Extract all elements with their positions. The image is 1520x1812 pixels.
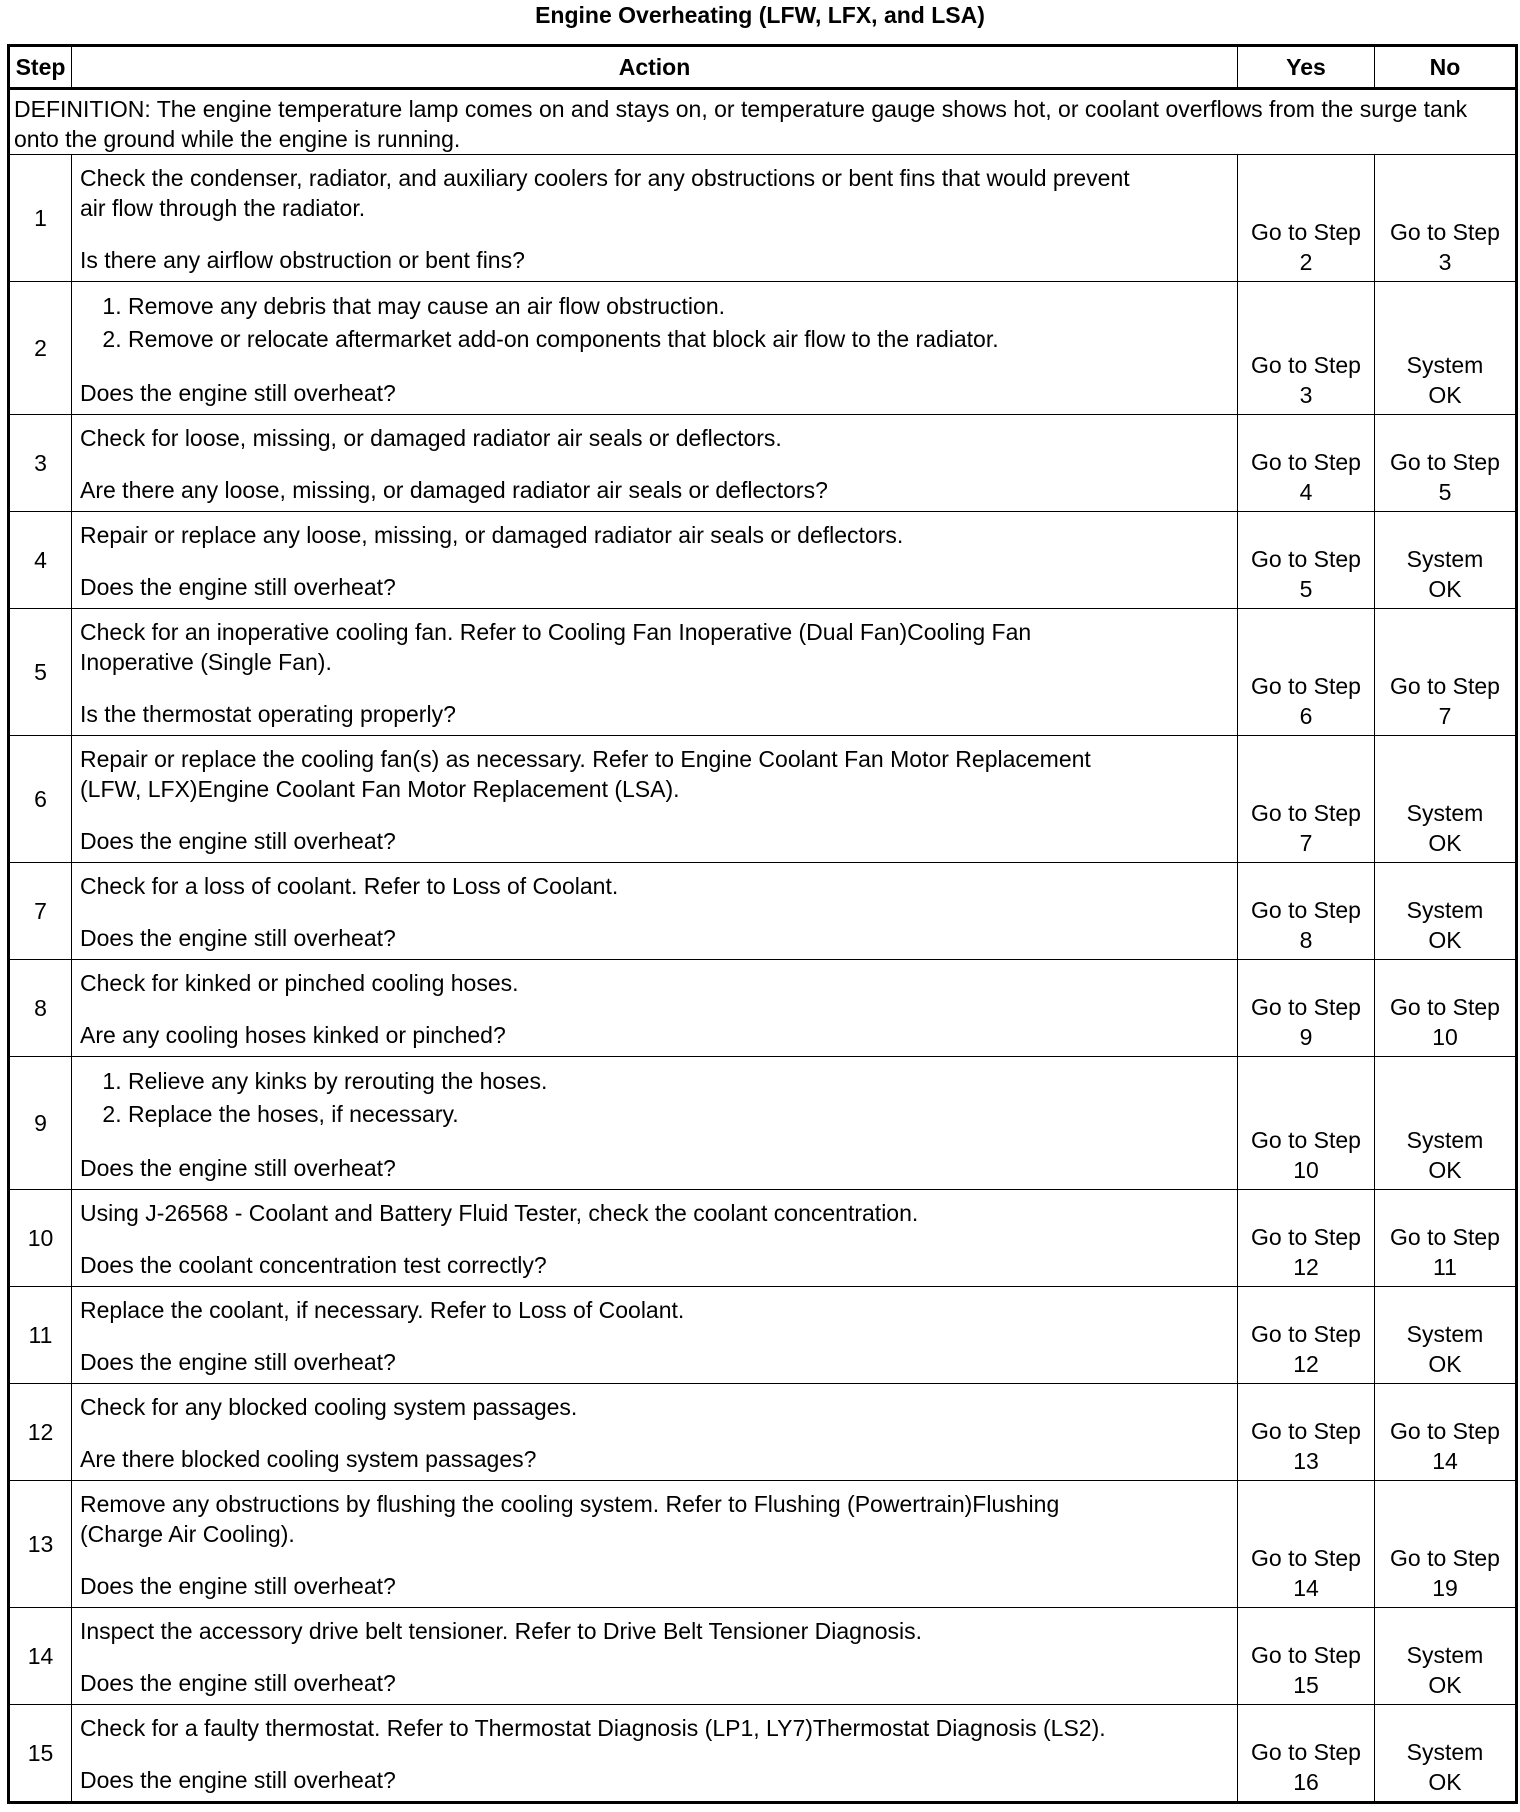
no-label: System: [1406, 546, 1484, 572]
yes-value: 12: [1293, 1351, 1319, 1377]
yes-cell: [1238, 415, 1375, 512]
yes-cell: [1238, 1705, 1375, 1803]
yes-label: Go to Step: [1251, 1418, 1361, 1444]
no-value: OK: [1428, 830, 1462, 856]
yes-label: Go to Step: [1251, 1224, 1361, 1250]
action-question: Does the engine still overheat?: [80, 380, 396, 406]
step-number: 10: [9, 1190, 72, 1287]
action-instruction: Check for a loss of coolant. Refer to Loss of Coolant.: [80, 873, 619, 899]
step-number: 3: [9, 415, 72, 512]
action-instruction: Check for loose, missing, or damaged radiator air seals or deflectors.: [80, 425, 782, 451]
step-number: 12: [9, 1384, 72, 1481]
step-number: 2: [9, 282, 72, 415]
action-question: Is the thermostat operating properly?: [80, 701, 456, 727]
table-row: [9, 415, 1517, 512]
action-question: Are there any loose, missing, or damaged radiator air seals or deflectors?: [80, 477, 828, 503]
yes-label: Go to Step: [1251, 1545, 1361, 1571]
document-title: Engine Overheating (LFW, LFX, and LSA): [535, 2, 985, 28]
yes-label: Go to Step: [1251, 1739, 1361, 1765]
step-number: 13: [9, 1481, 72, 1608]
yes-cell: [1238, 1608, 1375, 1705]
action-instruction: Check for an inoperative cooling fan. Refer to Cooling Fan Inoperative (Dual Fan)Cooling Fan Inoperative (Single Fan).: [80, 619, 1032, 675]
yes-cell: [1238, 1287, 1375, 1384]
definition-row: [9, 89, 1517, 155]
action-instruction: Check for kinked or pinched cooling hoses.: [80, 970, 519, 996]
action-list: [80, 290, 1231, 356]
no-cell: [1375, 863, 1517, 960]
yes-cell: [1238, 609, 1375, 736]
yes-cell: [1238, 282, 1375, 415]
action-cell: [72, 736, 1238, 863]
action-question: Are any cooling hoses kinked or pinched?: [80, 1022, 506, 1048]
table-row: [9, 1705, 1517, 1803]
action-question: Does the engine still overheat?: [80, 1155, 396, 1181]
action-question: Does the engine still overheat?: [80, 574, 396, 600]
step-number: 14: [9, 1608, 72, 1705]
header-step: Step: [9, 46, 72, 89]
action-instruction: Inspect the accessory drive belt tensioner. Refer to Drive Belt Tensioner Diagnosis.: [80, 1618, 923, 1644]
yes-cell: [1238, 1481, 1375, 1608]
table-row: [9, 863, 1517, 960]
action-cell: [72, 1057, 1238, 1190]
action-cell: [72, 1287, 1238, 1384]
yes-value: 4: [1299, 479, 1313, 505]
no-label: System: [1406, 1642, 1484, 1668]
yes-cell: [1238, 863, 1375, 960]
action-cell: [72, 1481, 1238, 1608]
yes-value: 15: [1293, 1672, 1319, 1698]
table-row: [9, 609, 1517, 736]
no-value: 3: [1438, 249, 1452, 275]
no-value: OK: [1428, 382, 1462, 408]
no-cell: [1375, 415, 1517, 512]
no-label: System: [1406, 1127, 1484, 1153]
no-cell: [1375, 960, 1517, 1057]
no-cell: [1375, 736, 1517, 863]
action-question: Does the engine still overheat?: [80, 828, 396, 854]
yes-label: Go to Step: [1251, 546, 1361, 572]
header-action: Action: [72, 46, 1238, 89]
yes-value: 7: [1299, 830, 1313, 856]
no-value: OK: [1428, 1672, 1462, 1698]
no-cell: [1375, 155, 1517, 282]
no-value: OK: [1428, 1157, 1462, 1183]
yes-label: Go to Step: [1251, 1321, 1361, 1347]
table-row: [9, 1190, 1517, 1287]
no-label: Go to Step: [1390, 673, 1500, 699]
yes-label: Go to Step: [1251, 1127, 1361, 1153]
action-cell: [72, 282, 1238, 415]
no-label: Go to Step: [1390, 219, 1500, 245]
action-question: Is there any airflow obstruction or bent fins?: [80, 247, 525, 273]
step-number: 6: [9, 736, 72, 863]
table-row: [9, 512, 1517, 609]
table-row: [9, 736, 1517, 863]
no-cell: [1375, 1287, 1517, 1384]
action-question: Does the coolant concentration test correctly?: [80, 1252, 547, 1278]
action-instruction: Repair or replace any loose, missing, or damaged radiator air seals or deflectors.: [80, 522, 904, 548]
no-cell: [1375, 282, 1517, 415]
step-number: 11: [9, 1287, 72, 1384]
action-cell: [72, 512, 1238, 609]
action-cell: [72, 415, 1238, 512]
table-row: [9, 1481, 1517, 1608]
yes-value: 2: [1299, 249, 1313, 275]
table-row: [9, 960, 1517, 1057]
yes-cell: [1238, 1057, 1375, 1190]
no-cell: [1375, 609, 1517, 736]
no-label: System: [1406, 897, 1484, 923]
action-cell: [72, 863, 1238, 960]
action-question: Does the engine still overheat?: [80, 1767, 396, 1793]
no-label: System: [1406, 352, 1484, 378]
no-cell: [1375, 1057, 1517, 1190]
action-question: Are there blocked cooling system passages?: [80, 1446, 537, 1472]
table-row: [9, 1057, 1517, 1190]
yes-cell: [1238, 736, 1375, 863]
yes-cell: [1238, 1190, 1375, 1287]
action-cell: [72, 609, 1238, 736]
action-cell: [72, 1384, 1238, 1481]
no-label: Go to Step: [1390, 449, 1500, 475]
yes-value: 6: [1299, 703, 1313, 729]
no-value: 5: [1438, 479, 1452, 505]
no-value: 19: [1432, 1575, 1458, 1601]
action-instruction: Replace the coolant, if necessary. Refer to Loss of Coolant.: [80, 1297, 685, 1323]
yes-cell: [1238, 512, 1375, 609]
action-question: Does the engine still overheat?: [80, 1573, 396, 1599]
no-cell: [1375, 1190, 1517, 1287]
action-question: Does the engine still overheat?: [80, 1349, 396, 1375]
action-question: Does the engine still overheat?: [80, 925, 396, 951]
no-cell: [1375, 1608, 1517, 1705]
action-cell: [72, 1705, 1238, 1803]
yes-value: 9: [1299, 1024, 1313, 1050]
step-number: 5: [9, 609, 72, 736]
action-list-item: 1. Remove any debris that may cause an air flow obstruction.: [128, 290, 1231, 323]
action-instruction: Remove any obstructions by flushing the cooling system. Refer to Flushing (Powertrain)Flushing (Charge Air Cooling).: [80, 1491, 1060, 1547]
action-list-item: 2. Replace the hoses, if necessary.: [128, 1098, 1231, 1131]
yes-value: 5: [1299, 576, 1313, 602]
no-label: Go to Step: [1390, 994, 1500, 1020]
no-cell: [1375, 1705, 1517, 1803]
no-value: 10: [1432, 1024, 1458, 1050]
step-number: 4: [9, 512, 72, 609]
no-value: OK: [1428, 576, 1462, 602]
yes-cell: [1238, 960, 1375, 1057]
yes-value: 12: [1293, 1254, 1319, 1280]
no-label: System: [1406, 800, 1484, 826]
table-row: [9, 1384, 1517, 1481]
no-label: Go to Step: [1390, 1224, 1500, 1250]
yes-cell: [1238, 155, 1375, 282]
no-cell: [1375, 1384, 1517, 1481]
no-label: Go to Step: [1390, 1418, 1500, 1444]
yes-value: 10: [1293, 1157, 1319, 1183]
action-list: [80, 1065, 1231, 1131]
no-label: System: [1406, 1739, 1484, 1765]
no-cell: [1375, 1481, 1517, 1608]
action-instruction: Check the condenser, radiator, and auxiliary coolers for any obstructions or bent fins that would prevent air flow through the radiator.: [80, 165, 1130, 221]
action-cell: [72, 155, 1238, 282]
diagnostic-table: [7, 44, 1518, 1804]
yes-label: Go to Step: [1251, 1642, 1361, 1668]
action-list-item: 2. Remove or relocate aftermarket add-on components that block air flow to the radiator.: [128, 323, 1231, 356]
yes-value: 8: [1299, 927, 1313, 953]
yes-value: 13: [1293, 1448, 1319, 1474]
action-question: Does the engine still overheat?: [80, 1670, 396, 1696]
yes-label: Go to Step: [1251, 219, 1361, 245]
yes-label: Go to Step: [1251, 994, 1361, 1020]
action-instruction: Check for any blocked cooling system passages.: [80, 1394, 578, 1420]
header-yes: Yes: [1238, 46, 1375, 89]
action-cell: [72, 1608, 1238, 1705]
yes-value: 16: [1293, 1769, 1319, 1795]
table-row: [9, 282, 1517, 415]
yes-label: Go to Step: [1251, 449, 1361, 475]
no-value: OK: [1428, 927, 1462, 953]
definition-text: DEFINITION: The engine temperature lamp comes on and stays on, or temperature gauge shows hot, or coolant overflows from the surge tank onto the ground while the engine is running.: [9, 89, 1517, 155]
header-row: [9, 46, 1517, 89]
yes-value: 14: [1293, 1575, 1319, 1601]
no-value: 7: [1438, 703, 1452, 729]
table-row: [9, 1608, 1517, 1705]
yes-label: Go to Step: [1251, 673, 1361, 699]
yes-value: 3: [1299, 382, 1313, 408]
no-value: 14: [1432, 1448, 1458, 1474]
yes-label: Go to Step: [1251, 897, 1361, 923]
no-cell: [1375, 512, 1517, 609]
action-instruction: Check for a faulty thermostat. Refer to Thermostat Diagnosis (LP1, LY7)Thermostat Diagnosis (LS2).: [80, 1715, 1106, 1741]
step-number: 15: [9, 1705, 72, 1803]
action-instruction: Using J-26568 - Coolant and Battery Fluid Tester, check the coolant concentration.: [80, 1200, 919, 1226]
no-label: Go to Step: [1390, 1545, 1500, 1571]
action-list-item: 1. Relieve any kinks by rerouting the hoses.: [128, 1065, 1231, 1098]
no-value: 11: [1433, 1254, 1457, 1280]
no-label: System: [1406, 1321, 1484, 1347]
yes-cell: [1238, 1384, 1375, 1481]
action-cell: [72, 1190, 1238, 1287]
action-instruction: Repair or replace the cooling fan(s) as necessary. Refer to Engine Coolant Fan Motor Replacement (LFW, LFX)Engine Coolant Fan Motor Replacement (LSA).: [80, 746, 1091, 802]
no-value: OK: [1428, 1769, 1462, 1795]
table-row: [9, 155, 1517, 282]
step-number: 7: [9, 863, 72, 960]
table-row: [9, 1287, 1517, 1384]
yes-label: Go to Step: [1251, 352, 1361, 378]
step-number: 9: [9, 1057, 72, 1190]
action-cell: [72, 960, 1238, 1057]
step-number: 8: [9, 960, 72, 1057]
step-number: 1: [9, 155, 72, 282]
header-no: No: [1375, 46, 1517, 89]
yes-label: Go to Step: [1251, 800, 1361, 826]
no-value: OK: [1428, 1351, 1462, 1377]
